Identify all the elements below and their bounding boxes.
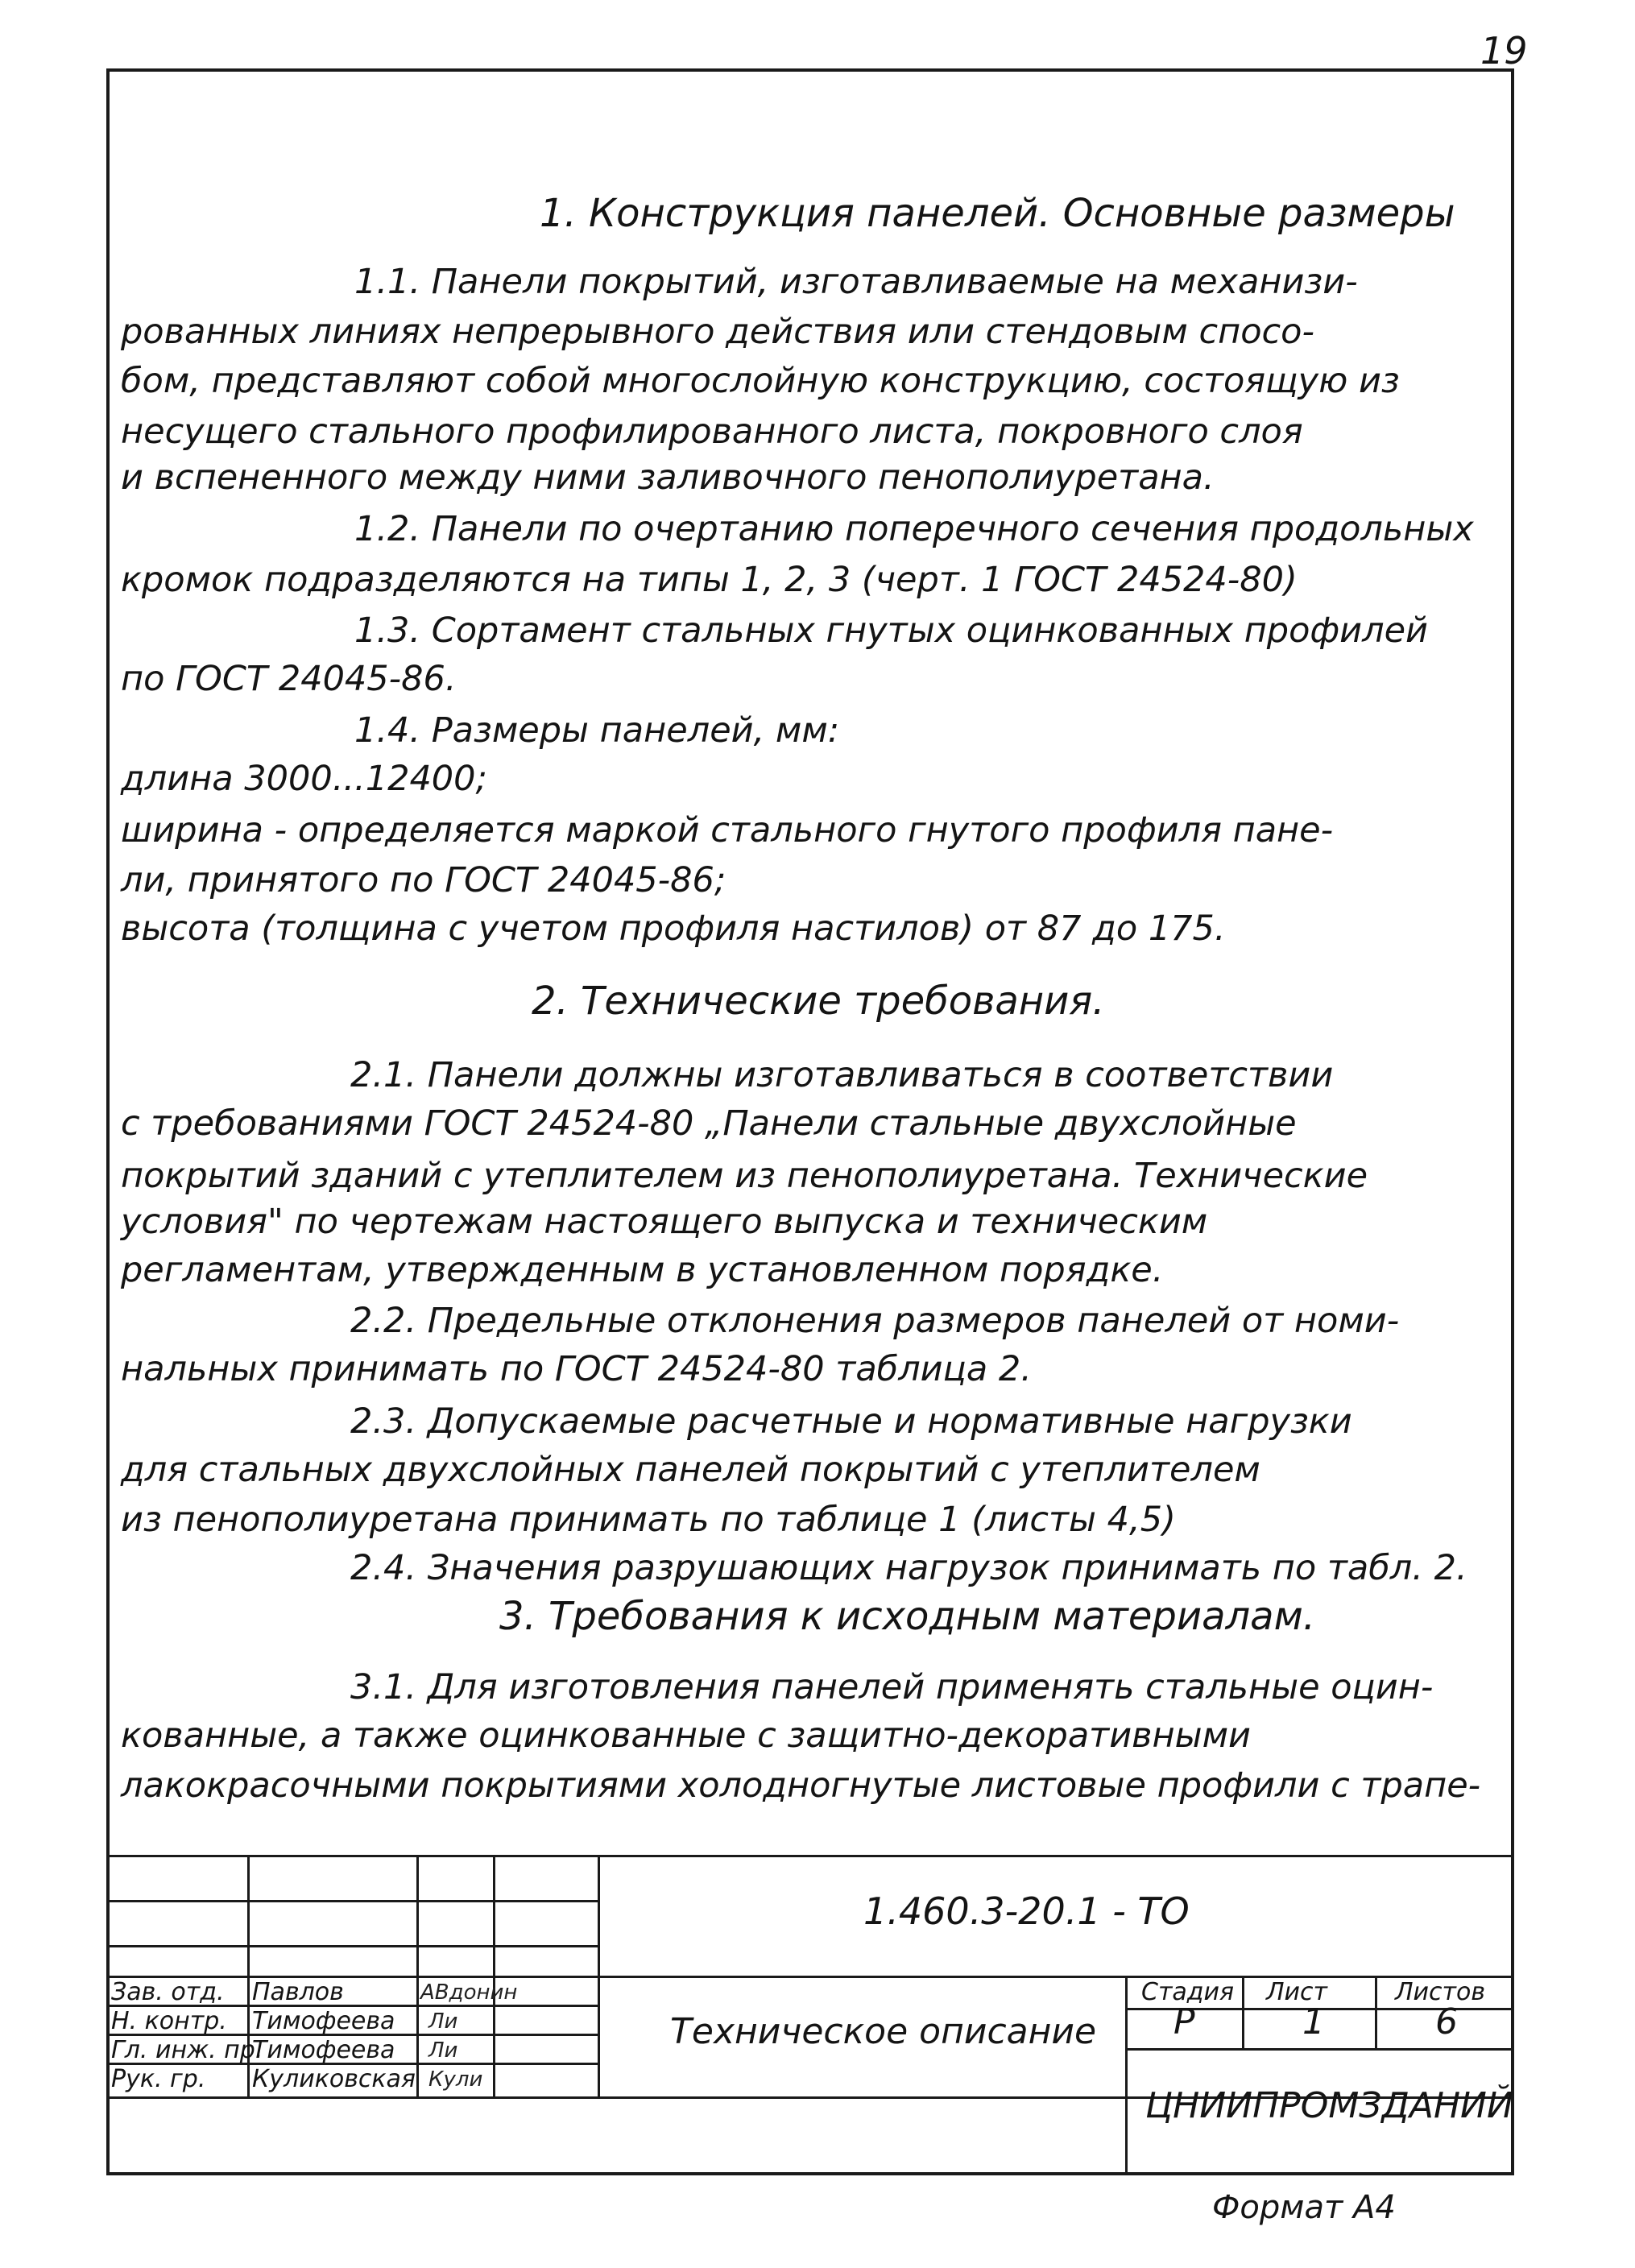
- text-line: 1.4. Размеры панелей, мм:: [354, 710, 840, 751]
- section-heading-2: 2. Технические требования.: [532, 979, 1105, 1024]
- stamp-border: [106, 1855, 1514, 1857]
- text-line: для стальных двухслойных панелей покрытий с утеплителем: [121, 1450, 1260, 1490]
- text-line: нальных принимать по ГОСТ 24524-80 таблица 2.: [121, 1349, 1032, 1389]
- signatory-role: Рук. гр.: [111, 2065, 206, 2093]
- text-line: покрытий зданий с утеплителем из пенополиуретана. Технические: [121, 1156, 1368, 1196]
- signatory-role: Гл. инж. пр.: [111, 2036, 263, 2064]
- section-heading-3: 3. Требования к исходным материалам.: [499, 1594, 1316, 1639]
- format-label: Формат А4: [1212, 2189, 1396, 2226]
- text-line: лакокрасочными покрытиями холодногнутые листовые профили с трапе-: [121, 1765, 1481, 1806]
- section-heading-1: 1. Конструкция панелей. Основные размеры: [540, 191, 1455, 236]
- text-line: условия" по чертежам настоящего выпуска и техническим: [121, 1202, 1208, 1242]
- text-line: с требованиями ГОСТ 24524-80 „Панели стальные двухслойные: [121, 1103, 1297, 1144]
- signatory-role: Зав. отд.: [111, 1978, 225, 2006]
- text-line: 2.4. Значения разрушающих нагрузок принимать по табл. 2.: [350, 1548, 1467, 1588]
- signatory-name: Куликовская: [252, 2065, 416, 2093]
- stamp-rule: [416, 1855, 419, 2096]
- text-line: регламентам, утвержденным в установленном порядке.: [121, 1250, 1164, 1290]
- sheet-value: 1: [1302, 2001, 1325, 2042]
- text-line: ли, принятого по ГОСТ 24045-86;: [121, 860, 726, 900]
- signature: Ли: [428, 2009, 458, 2034]
- stamp-rule: [106, 1945, 598, 1947]
- text-line: несущего стального профилированного листа, покровного слоя: [121, 412, 1303, 452]
- signatory-name: Тимофеева: [252, 2007, 395, 2035]
- text-line: 3.1. Для изготовления панелей применять стальные оцин-: [350, 1667, 1434, 1707]
- text-line: рованных линиях непрерывного действия или стендовым спосо-: [121, 312, 1314, 352]
- stamp-rule: [1375, 1976, 1377, 2048]
- stage-value: Р: [1173, 2001, 1195, 2042]
- stamp-rule: [1242, 1976, 1244, 2048]
- text-line: 2.3. Допускаемые расчетные и нормативные нагрузки: [350, 1401, 1352, 1442]
- text-line: бом, представляют собой многослойную конструкцию, состоящую из: [121, 361, 1400, 401]
- text-line: кромок подразделяются на типы 1, 2, 3 (черт. 1 ГОСТ 24524-80): [121, 560, 1298, 600]
- signature: Кули: [428, 2067, 483, 2092]
- stamp-rule: [1125, 2048, 1514, 2051]
- page-number: 19: [1480, 29, 1528, 72]
- text-line: 1.1. Панели покрытий, изготавливаемые на механизи-: [354, 262, 1358, 302]
- signatory-name: Тимофеева: [252, 2036, 395, 2064]
- stamp-rule: [1125, 1976, 1128, 2175]
- text-line: 2.1. Панели должны изготавливаться в соответствии: [350, 1055, 1334, 1095]
- signatory-name: Павлов: [252, 1978, 344, 2006]
- signature: Ли: [428, 2038, 458, 2063]
- organization-name: ЦНИИПРОМЗДАНИЙ: [1145, 2085, 1513, 2126]
- signatory-role: Н. контр.: [111, 2007, 227, 2035]
- stamp-rule: [493, 1855, 495, 2096]
- text-line: ширина - определяется маркой стального гнутого профиля пане-: [121, 810, 1334, 850]
- text-line: 1.3. Сортамент стальных гнутых оцинкованных профилей: [354, 610, 1428, 651]
- sheet-header: Лист: [1266, 1978, 1328, 2006]
- text-line: и вспененного между ними заливочного пенополиуретана.: [121, 457, 1215, 498]
- text-line: высота (толщина с учетом профиля настилов) от 87 до 175.: [121, 908, 1226, 949]
- text-line: кованные, а также оцинкованные с защитно-декоративными: [121, 1715, 1251, 1756]
- stage-header: Стадия: [1141, 1978, 1235, 2006]
- text-line: 2.2. Предельные отклонения размеров панелей от номи-: [350, 1301, 1400, 1341]
- signature: АВдонин: [420, 1980, 518, 2005]
- title-block: [106, 1855, 1514, 2175]
- document-code: 1.460.3-20.1 - ТО: [863, 1889, 1190, 1933]
- text-line: 1.2. Панели по очертанию поперечного сечения продольных: [354, 509, 1474, 549]
- text-line: длина 3000...12400;: [121, 759, 488, 799]
- text-line: из пенополиуретана принимать по таблице 1 (листы 4,5): [121, 1500, 1176, 1540]
- sheets-header: Листов: [1395, 1978, 1486, 2006]
- stamp-rule: [598, 1855, 600, 2096]
- text-line: по ГОСТ 24045-86.: [121, 659, 457, 699]
- document-title: Техническое описание: [670, 2011, 1097, 2052]
- stamp-rule: [106, 1900, 598, 1902]
- sheets-value: 6: [1435, 2001, 1458, 2042]
